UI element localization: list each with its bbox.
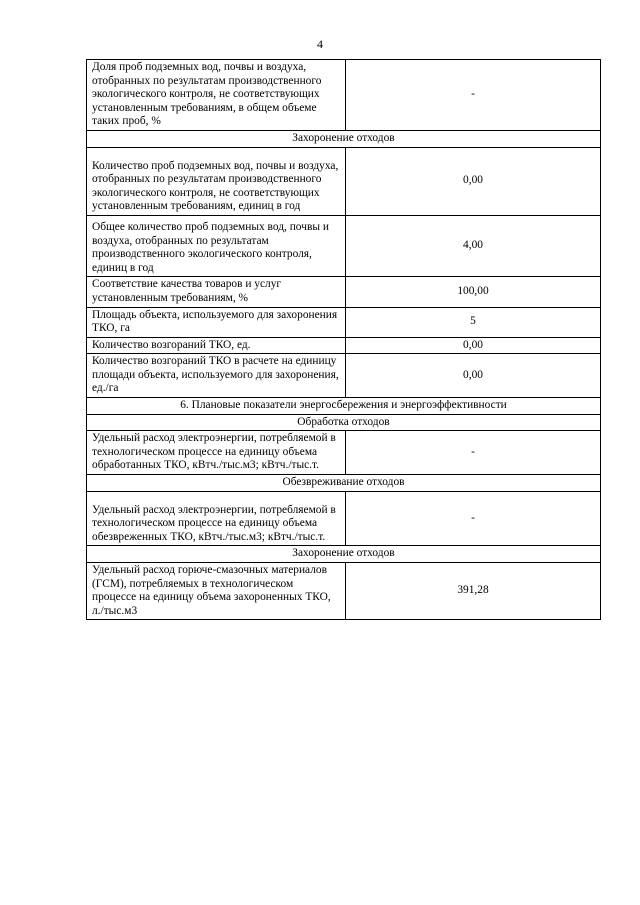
- indicator-value: -: [346, 491, 601, 546]
- table-row: [87, 307, 601, 337]
- indicator-value: -: [346, 60, 601, 131]
- indicator-label: Количество проб подземных вод, почвы и воздуха, отобранных по результатам производственного экологического контроля, не соответствующих установленным требованиям, единиц в год: [87, 147, 346, 215]
- section-title: Захоронение отходов: [87, 130, 601, 147]
- table-row: [87, 147, 601, 215]
- section-row: [87, 398, 601, 415]
- table-row: [87, 431, 601, 475]
- indicator-value: -: [346, 431, 601, 475]
- indicator-label: Удельный расход электроэнергии, потребляемой в технологическом процессе на единицу объема обезвреженных ТКО, кВтч./тыс.м3; кВтч./тыс.т.: [87, 491, 346, 546]
- table-row: [87, 60, 601, 131]
- table-row: [87, 563, 601, 620]
- section-title: 6. Плановые показатели энергосбережения и энергоэффективности: [87, 398, 601, 415]
- section-title: Захоронение отходов: [87, 546, 601, 563]
- table-row: [87, 337, 601, 354]
- indicator-label: Количество возгораний ТКО, ед.: [87, 337, 346, 354]
- indicator-label: Удельный расход горюче-смазочных материалов (ГСМ), потребляемых в технологическом процессе на единицу объема захороненных ТКО, л./тыс.м3: [87, 563, 346, 620]
- page-number: 4: [317, 37, 323, 51]
- section-title: Обработка отходов: [87, 414, 601, 431]
- indicator-value: 391,28: [346, 563, 601, 620]
- indicator-label: Соответствие качества товаров и услуг установленным требованиям, %: [87, 277, 346, 307]
- indicator-label: Количество возгораний ТКО в расчете на единицу площади объекта, используемого для захоронения, ед./га: [87, 354, 346, 398]
- section-row: [87, 546, 601, 563]
- table-row: [87, 354, 601, 398]
- section-row: [87, 414, 601, 431]
- indicator-value: 0,00: [346, 337, 601, 354]
- indicator-label: Общее количество проб подземных вод, почвы и воздуха, отобранных по результатам производственного экологического контроля, единиц в год: [87, 215, 346, 276]
- indicator-value: 5: [346, 307, 601, 337]
- table-row: [87, 215, 601, 276]
- indicator-value: 0,00: [346, 354, 601, 398]
- indicator-value: 4,00: [346, 215, 601, 276]
- indicator-label: Площадь объекта, используемого для захоронения ТКО, га: [87, 307, 346, 337]
- indicators-table: [86, 59, 601, 620]
- section-title: Обезвреживание отходов: [87, 475, 601, 492]
- indicator-value: 100,00: [346, 277, 601, 307]
- indicator-label: Доля проб подземных вод, почвы и воздуха, отобранных по результатам производственного экологического контроля, не соответствующих установленным требованиям, в общем объеме таких проб, %: [87, 60, 346, 131]
- table-row: [87, 491, 601, 546]
- indicator-label: Удельный расход электроэнергии, потребляемой в технологическом процессе на единицу объема обработанных ТКО, кВтч./тыс.м3; кВтч./тыс.т.: [87, 431, 346, 475]
- indicator-value: 0,00: [346, 147, 601, 215]
- section-row: [87, 475, 601, 492]
- section-row: [87, 130, 601, 147]
- table-row: [87, 277, 601, 307]
